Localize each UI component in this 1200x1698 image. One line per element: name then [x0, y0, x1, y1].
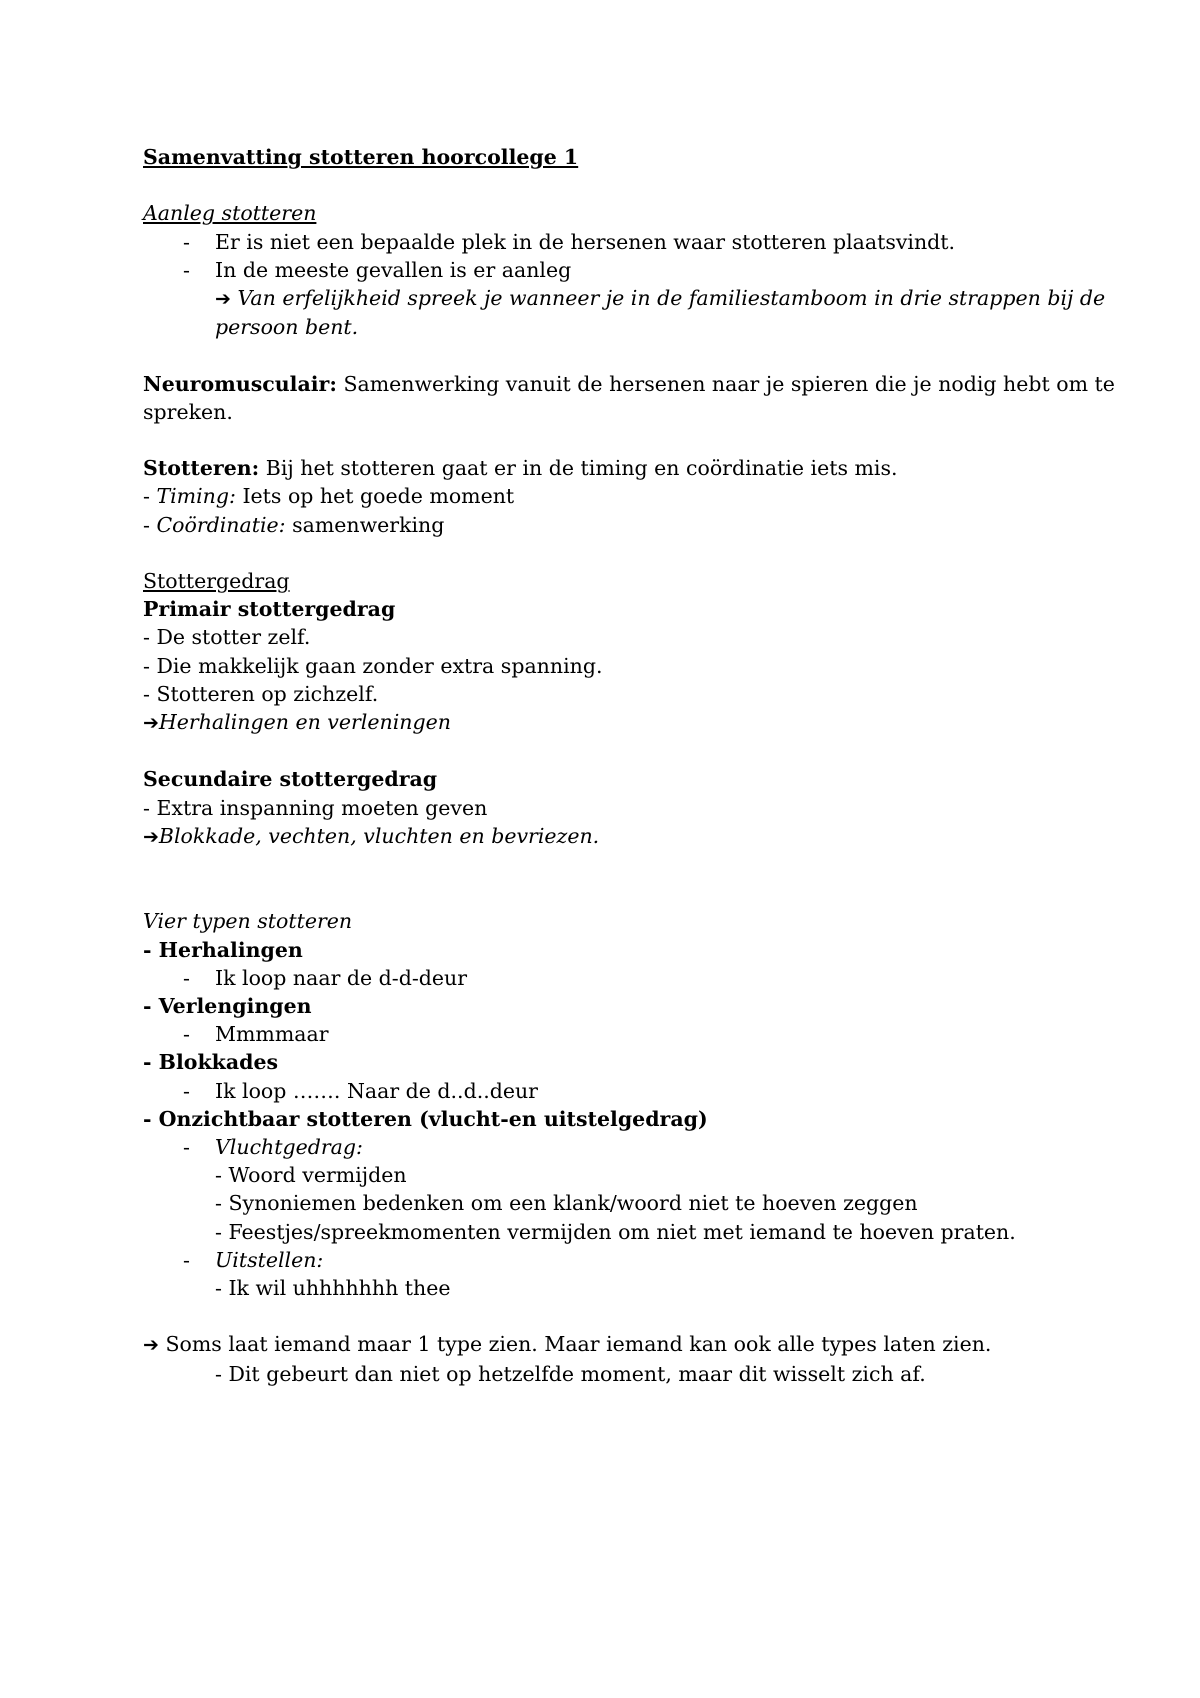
list-item-timing: - Timing: Iets op het goede moment	[143, 484, 515, 509]
section-heading-aanleg: Aanleg stotteren	[143, 201, 317, 226]
definition-continued: spreken.	[143, 399, 233, 424]
arrow-right-icon: ➔	[215, 288, 231, 310]
list-item: - Feestjes/spreekmomenten vermijden om niet met iemand te hoeven praten.	[215, 1219, 1016, 1244]
arrow-right-icon: ➔	[143, 712, 159, 734]
list-item: - Woord vermijden	[215, 1163, 407, 1188]
arrow-note-continued: persoon bent.	[215, 315, 359, 340]
conclusion-subitem: - Dit gebeurt dan niet op hetzelfde moment, maar dit wisselt zich af.	[215, 1361, 926, 1386]
arrow-right-icon: ➔	[143, 825, 159, 848]
list-item: - Extra inspanning moeten geven	[143, 795, 488, 820]
arrow-note: ➔Herhalingen en verleningen	[143, 710, 451, 734]
document-page	[143, 143, 1115, 1388]
type-onzichtbaar: - Onzichtbaar stotteren (vlucht-en uitstelgedrag)	[143, 1106, 708, 1131]
conclusion: ➔ Soms laat iemand maar 1 type zien. Maar iemand kan ook alle types laten zien.	[143, 1332, 992, 1357]
type-blokkades: - Blokkades	[143, 1050, 279, 1075]
list-item: - Ik loop naar de d-d-deur	[183, 965, 468, 990]
list-item: - Stotteren op zichzelf.	[143, 681, 379, 706]
list-item: - In de meeste gevallen is er aanleg	[183, 257, 572, 282]
list-item-coordinatie: - Coördinatie: samenwerking	[143, 512, 445, 537]
definition-neuromusculair: Neuromusculair: Samenwerking vanuit de hersenen naar je spieren die je nodig hebt om te	[143, 371, 1115, 396]
list-item: - Die makkelijk gaan zonder extra spanning.	[143, 653, 603, 678]
arrow-note: ➔Blokkade, vechten, vluchten en bevriezen.	[143, 823, 600, 848]
arrow-right-icon: ➔	[143, 1334, 159, 1357]
type-herhalingen: - Herhalingen	[143, 937, 303, 962]
arrow-note: ➔ Van erfelijkheid spreek je wanneer je in de familiestamboom in drie strappen bij de	[215, 286, 1106, 310]
document-title: Samenvatting stotteren hoorcollege 1	[143, 145, 579, 169]
list-item: - Synoniemen bedenken om een klank/woord niet te hoeven zeggen	[215, 1191, 918, 1216]
list-item: - Ik wil uhhhhhhh thee	[215, 1276, 451, 1301]
list-item: - Vluchtgedrag:	[183, 1135, 363, 1159]
section-heading-stottergedrag: Stottergedrag	[143, 568, 290, 593]
list-item: - Uitstellen:	[183, 1247, 324, 1272]
list-item: - Ik loop ……. Naar de d..d..deur	[183, 1078, 538, 1103]
subheading-secundair: Secundaire stottergedrag	[143, 767, 438, 792]
list-item: - Mmmmaar	[183, 1022, 329, 1047]
section-heading-typen: Vier typen stotteren	[143, 909, 353, 934]
definition-stotteren: Stotteren: Bij het stotteren gaat er in de timing en coördinatie iets mis.	[143, 456, 898, 481]
list-item: - Er is niet een bepaalde plek in de hersenen waar stotteren plaatsvindt.	[183, 229, 956, 254]
type-verlengingen: - Verlengingen	[143, 993, 312, 1018]
subheading-primair: Primair stottergedrag	[143, 597, 396, 622]
list-item: - De stotter zelf.	[143, 625, 311, 650]
